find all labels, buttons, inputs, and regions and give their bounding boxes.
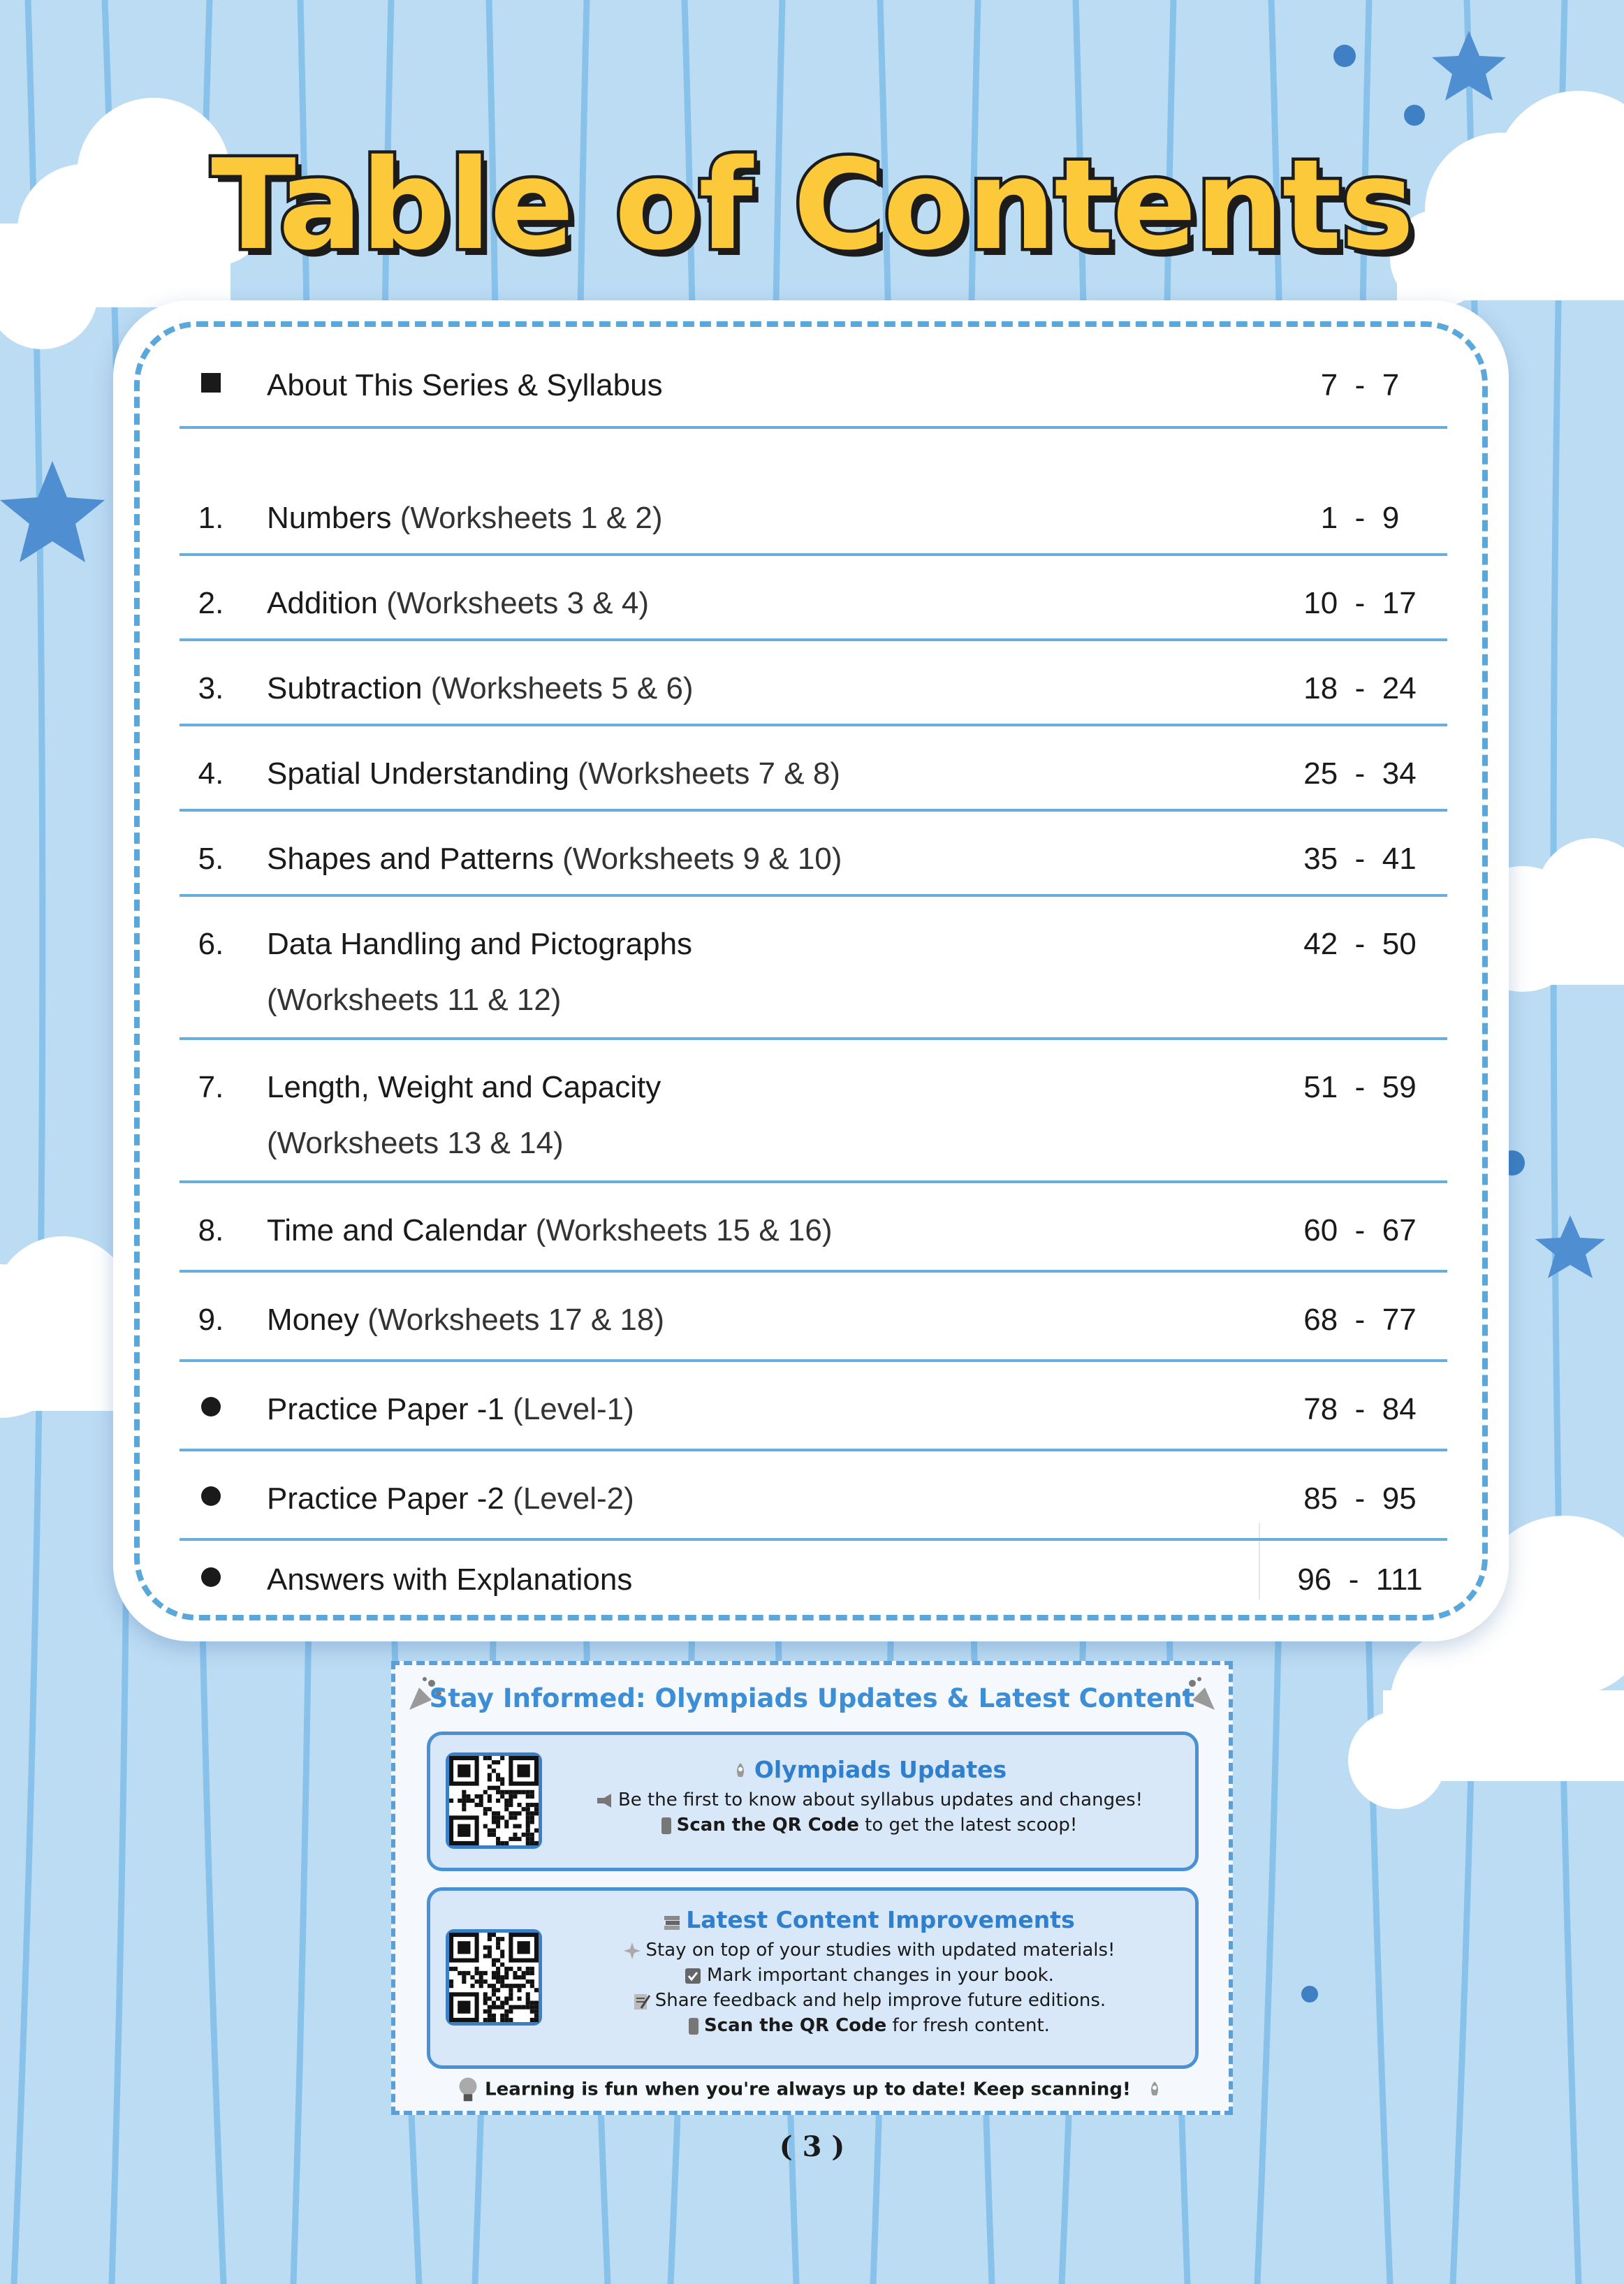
toc-entry-text (267, 576, 649, 631)
updates-line-2: to get the latest scoop! (858, 1815, 1078, 1836)
toc-entry-text (267, 1203, 833, 1259)
toc-row[interactable] (180, 342, 1447, 429)
rocket-icon (731, 1762, 750, 1781)
toc-number: 4. (198, 756, 224, 791)
toc-entry-text (267, 358, 663, 413)
toc-page-range: 7 - 7 (1320, 368, 1400, 402)
toc-number: 9. (198, 1303, 224, 1337)
toc-title: Numbers (267, 501, 392, 535)
toc-number: 2. (198, 586, 224, 620)
toc-title: Money (267, 1303, 360, 1337)
toc-worksheets: (Worksheets 3 & 4) (378, 586, 650, 620)
toc-worksheets: (Worksheets 13 & 14) (267, 1126, 564, 1160)
toc-title: Practice Paper -2 (267, 1481, 504, 1516)
toc-worksheets: (Worksheets 11 & 12) (267, 983, 562, 1017)
toc-page-range: 35 - 41 (1303, 842, 1417, 876)
toc-row[interactable] (180, 1359, 1447, 1451)
toc-title: Addition (267, 586, 379, 620)
toc-title: Data Handling and Pictographs (267, 927, 693, 961)
toc-page-range: 85 - 95 (1303, 1481, 1417, 1516)
toc-page-range: 60 - 67 (1303, 1213, 1417, 1247)
footer-text: Learning is fun when you're always up to date! Keep scanning! (485, 2079, 1131, 2100)
toc-row[interactable] (180, 1180, 1447, 1273)
toc-page-range: 1 - 9 (1320, 501, 1400, 535)
toc-entry-text (267, 831, 842, 887)
updates-scan-label: Scan the QR Code (676, 1815, 859, 1836)
dot-bullet-icon (180, 1559, 242, 1595)
toc-page-range: 10 - 17 (1303, 586, 1417, 620)
toc-number: 8. (198, 1213, 224, 1247)
toc-number: 3. (198, 671, 224, 705)
toc-row[interactable] (180, 1538, 1447, 1615)
page-number: ( 3 ) (779, 2130, 845, 2163)
memo-icon (631, 1991, 651, 2011)
dot-bullet-icon (180, 1389, 242, 1424)
lightbulb-icon (455, 2076, 481, 2104)
toc-entry-text (267, 661, 694, 717)
content-line-1: Stay on top of your studies with updated materials! (645, 1940, 1115, 1961)
toc-entry-text (267, 1552, 632, 1608)
toc-entry-text (267, 1382, 634, 1437)
updates-line-1: Be the first to know about syllabus updates and changes! (617, 1789, 1143, 1810)
toc-page-range: 25 - 34 (1303, 756, 1417, 791)
toc-row[interactable] (180, 809, 1447, 897)
toc-entry-text (267, 1292, 664, 1348)
toc-worksheets: (Worksheets 7 & 8) (569, 756, 840, 791)
toc-title: Time and Calendar (267, 1213, 527, 1247)
page-title: Table of Contents (211, 133, 1413, 277)
toc-entry-text (267, 916, 692, 1028)
dot-bullet-icon (180, 1478, 242, 1514)
sparkle-icon (622, 1941, 642, 1961)
toc-entry-text (267, 746, 840, 802)
content-line-2: Mark important changes in your book. (707, 1965, 1054, 1986)
olympiads-updates-title: Olympiads Updates (754, 1756, 1007, 1783)
footer-message (395, 2076, 1229, 2104)
toc-page-range: 42 - 50 (1303, 927, 1417, 961)
checkbox-icon (683, 1966, 703, 1986)
megaphone-icon (594, 1791, 614, 1810)
toc-number: 5. (198, 842, 224, 876)
latest-content-title: Latest Content Improvements (686, 1906, 1075, 1933)
books-icon (662, 1912, 682, 1931)
toc-page-range: 96 - 111 (1297, 1562, 1423, 1597)
qr-code-icon[interactable] (446, 1752, 542, 1849)
toc-worksheets: (Worksheets 17 & 18) (359, 1303, 665, 1337)
toc-title: About This Series & Syllabus (267, 368, 663, 402)
olympiads-updates-box (427, 1732, 1199, 1871)
toc-page-range: 51 - 59 (1303, 1070, 1417, 1104)
toc-number: 1. (198, 501, 224, 535)
square-bullet-icon (180, 365, 242, 400)
toc-entry-text (267, 1060, 661, 1171)
toc-worksheets: (Level-1) (504, 1392, 634, 1426)
toc-title: Length, Weight and Capacity (267, 1070, 661, 1104)
toc-row[interactable] (180, 1449, 1447, 1541)
toc-page-range: 68 - 77 (1303, 1303, 1417, 1337)
toc-title: Answers with Explanations (267, 1562, 633, 1597)
toc-row[interactable] (180, 724, 1447, 812)
toc-worksheets: (Worksheets 15 & 16) (527, 1213, 833, 1247)
stay-informed-title: Stay Informed: Olympiads Updates & Latest Content (429, 1683, 1195, 1713)
toc-entry-text (267, 1471, 634, 1527)
toc-worksheets: (Worksheets 1 & 2) (391, 501, 663, 535)
toc-page-range: 18 - 24 (1303, 671, 1417, 705)
stay-informed-panel (391, 1661, 1233, 2115)
phone-icon (660, 1816, 673, 1836)
toc-row[interactable] (180, 1270, 1447, 1362)
rocket-icon (1145, 2080, 1164, 2100)
table-of-contents-card (113, 300, 1509, 1641)
content-line-3: Share feedback and help improve future editions. (654, 1990, 1106, 2011)
toc-number: 6. (198, 927, 224, 961)
toc-title: Shapes and Patterns (267, 842, 554, 876)
toc-row[interactable] (180, 468, 1447, 556)
content-scan-label: Scan the QR Code (704, 2015, 887, 2036)
toc-title: Spatial Understanding (267, 756, 569, 791)
phone-icon (687, 2016, 700, 2036)
toc-row[interactable] (180, 1037, 1447, 1183)
toc-worksheets: (Level-2) (504, 1481, 634, 1516)
toc-row[interactable] (180, 553, 1447, 641)
toc-worksheets: (Worksheets 5 & 6) (422, 671, 694, 705)
qr-code-icon[interactable] (446, 1929, 542, 2026)
toc-title: Practice Paper -1 (267, 1392, 504, 1426)
toc-page-range: 78 - 84 (1303, 1392, 1417, 1426)
toc-row[interactable] (180, 894, 1447, 1040)
latest-content-box (427, 1887, 1199, 2069)
toc-title: Subtraction (267, 671, 423, 705)
content-line-4: for fresh content. (886, 2015, 1050, 2036)
toc-number: 7. (198, 1070, 224, 1104)
toc-entry-text (267, 490, 663, 546)
toc-row[interactable] (180, 638, 1447, 726)
toc-worksheets: (Worksheets 9 & 10) (553, 842, 842, 876)
